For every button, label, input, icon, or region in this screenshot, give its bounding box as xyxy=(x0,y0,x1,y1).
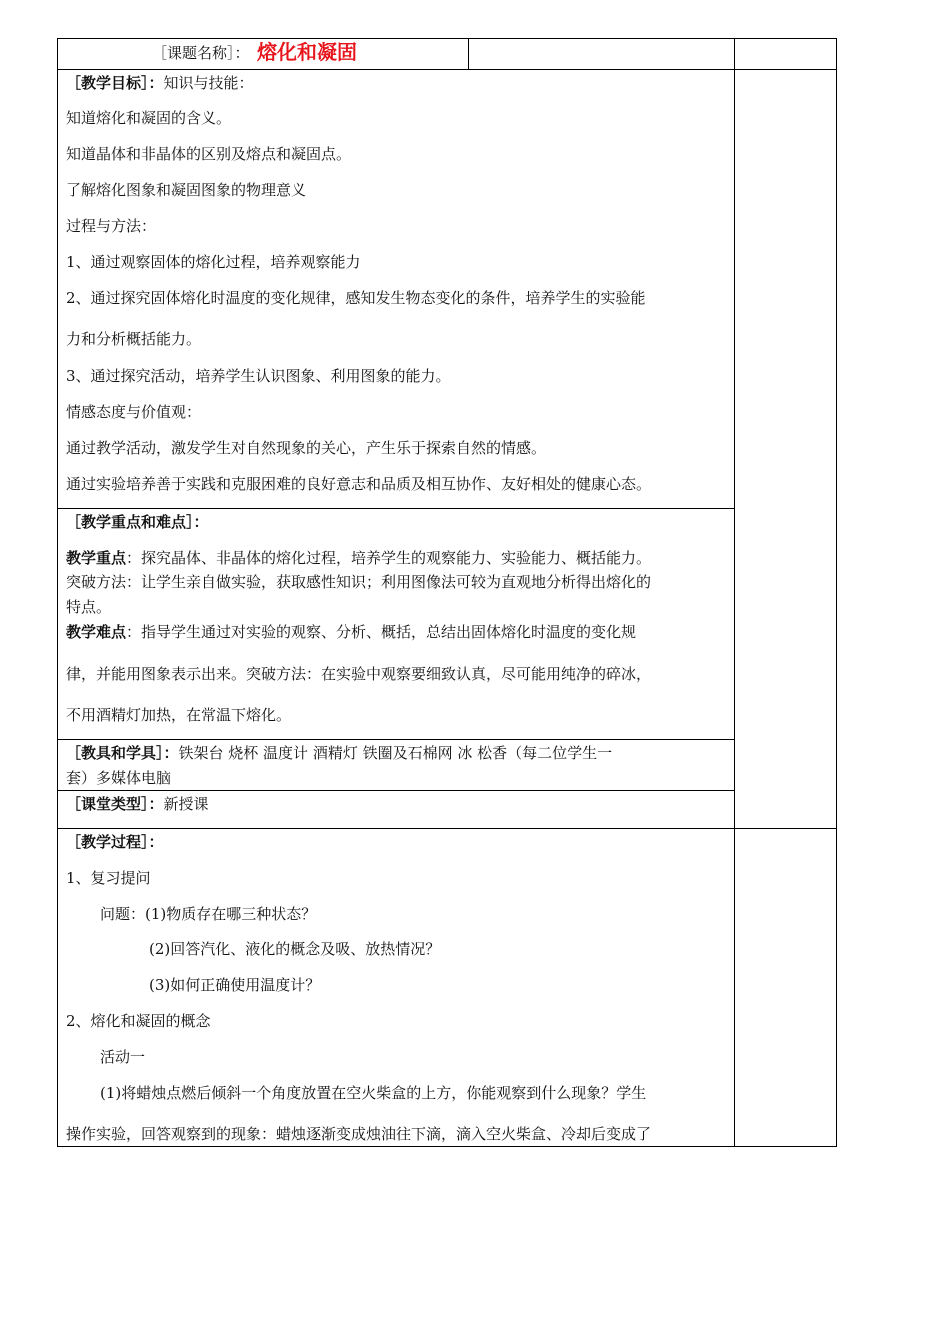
objective-line: 过程与方法： xyxy=(66,217,157,235)
objectives-heading-label: ［教学目标］： xyxy=(66,74,164,92)
row-divider-tools xyxy=(58,790,734,791)
focus-line: 特点。 xyxy=(66,598,112,616)
difficulty-line xyxy=(66,623,636,641)
objective-line: 通过教学活动，激发学生对自然现象的关心，产生乐于探索自然的情感。 xyxy=(66,439,547,457)
objective-line: 2、通过探究固体熔化时温度的变化规律，感知发生物态变化的条件，培养学生的实验能 xyxy=(66,289,646,307)
tools-heading: ［教具和学具］： xyxy=(66,744,179,762)
lessontype-value: 新授课 xyxy=(163,795,209,813)
process-line: (3)如何正确使用温度计？ xyxy=(149,976,321,994)
process-line: 问题：(1)物质存在哪三种状态？ xyxy=(100,905,317,923)
col-divider-header xyxy=(468,39,469,69)
objective-line: 1、通过观察固体的熔化过程，培养观察能力 xyxy=(66,253,361,271)
col-divider-right xyxy=(734,39,735,1147)
row-divider-lessontype xyxy=(58,828,837,829)
objectives-heading xyxy=(66,74,254,92)
focus-line xyxy=(66,549,651,567)
objective-line: 知道晶体和非晶体的区别及熔点和凝固点。 xyxy=(66,145,352,163)
process-heading: ［教学过程］： xyxy=(66,833,164,851)
process-line: 1、复习提问 xyxy=(66,869,151,887)
process-line: 操作实验，回答观察到的现象：蜡烛逐渐变成烛油往下滴，滴入空火柴盒、冷却后变成了 xyxy=(66,1125,652,1143)
row-divider-objectives xyxy=(58,508,734,509)
objective-line: 情感态度与价值观： xyxy=(66,403,202,421)
lessontype-line xyxy=(66,795,209,813)
row-divider-keypoints xyxy=(58,739,734,740)
process-line: 2、熔化和凝固的概念 xyxy=(66,1012,211,1030)
difficulty-line: 不用酒精灯加热，在常温下熔化。 xyxy=(66,706,292,724)
objectives-heading-tail: 知识与技能： xyxy=(163,74,254,92)
topic-label: ［课题名称］： xyxy=(152,44,250,62)
process-line: (1)将蜡烛点燃后倾斜一个角度放置在空火柴盒的上方，你能观察到什么现象？学生 xyxy=(100,1084,647,1102)
focus-text: ：探究晶体、非晶体的熔化过程，培养学生的观察能力、实验能力、概括能力。 xyxy=(126,549,652,567)
focus-line: 突破方法：让学生亲自做实验，获取感性知识；利用图像法可较为直观地分析得出熔化的 xyxy=(66,573,652,591)
objective-line: 知道熔化和凝固的含义。 xyxy=(66,109,232,127)
tools-line: 套）多媒体电脑 xyxy=(66,769,172,787)
row-divider-header xyxy=(58,69,837,70)
keypoints-heading: ［教学重点和难点］： xyxy=(66,513,209,531)
objective-line: 力和分析概括能力。 xyxy=(66,330,202,348)
difficulty-text: ：指导学生通过对实验的观察、分析、概括，总结出固体熔化时温度的变化规 xyxy=(126,623,637,641)
page-title: 熔化和凝固 xyxy=(257,40,357,64)
objective-line: 了解熔化图象和凝固图象的物理意义 xyxy=(66,181,307,199)
difficulty-line: 律，并能用图象表示出来。突破方法：在实验中观察要细致认真，尽可能用纯净的碎冰， xyxy=(66,665,652,683)
difficulty-label: 教学难点 xyxy=(66,623,127,641)
lessontype-heading: ［课堂类型］： xyxy=(66,795,164,813)
tools-line xyxy=(66,744,612,762)
objective-line: 3、通过探究活动，培养学生认识图象、利用图象的能力。 xyxy=(66,367,451,385)
focus-label: 教学重点 xyxy=(66,549,127,567)
process-line: 活动一 xyxy=(100,1048,146,1066)
process-line: (2)回答汽化、液化的概念及吸、放热情况？ xyxy=(149,940,441,958)
objective-line: 通过实验培养善于实践和克服困难的良好意志和品质及相互协作、友好相处的健康心态。 xyxy=(66,475,652,493)
tools-text: 铁架台 烧杯 温度计 酒精灯 铁圈及石棉网 冰 松香（每二位学生一 xyxy=(178,744,613,762)
